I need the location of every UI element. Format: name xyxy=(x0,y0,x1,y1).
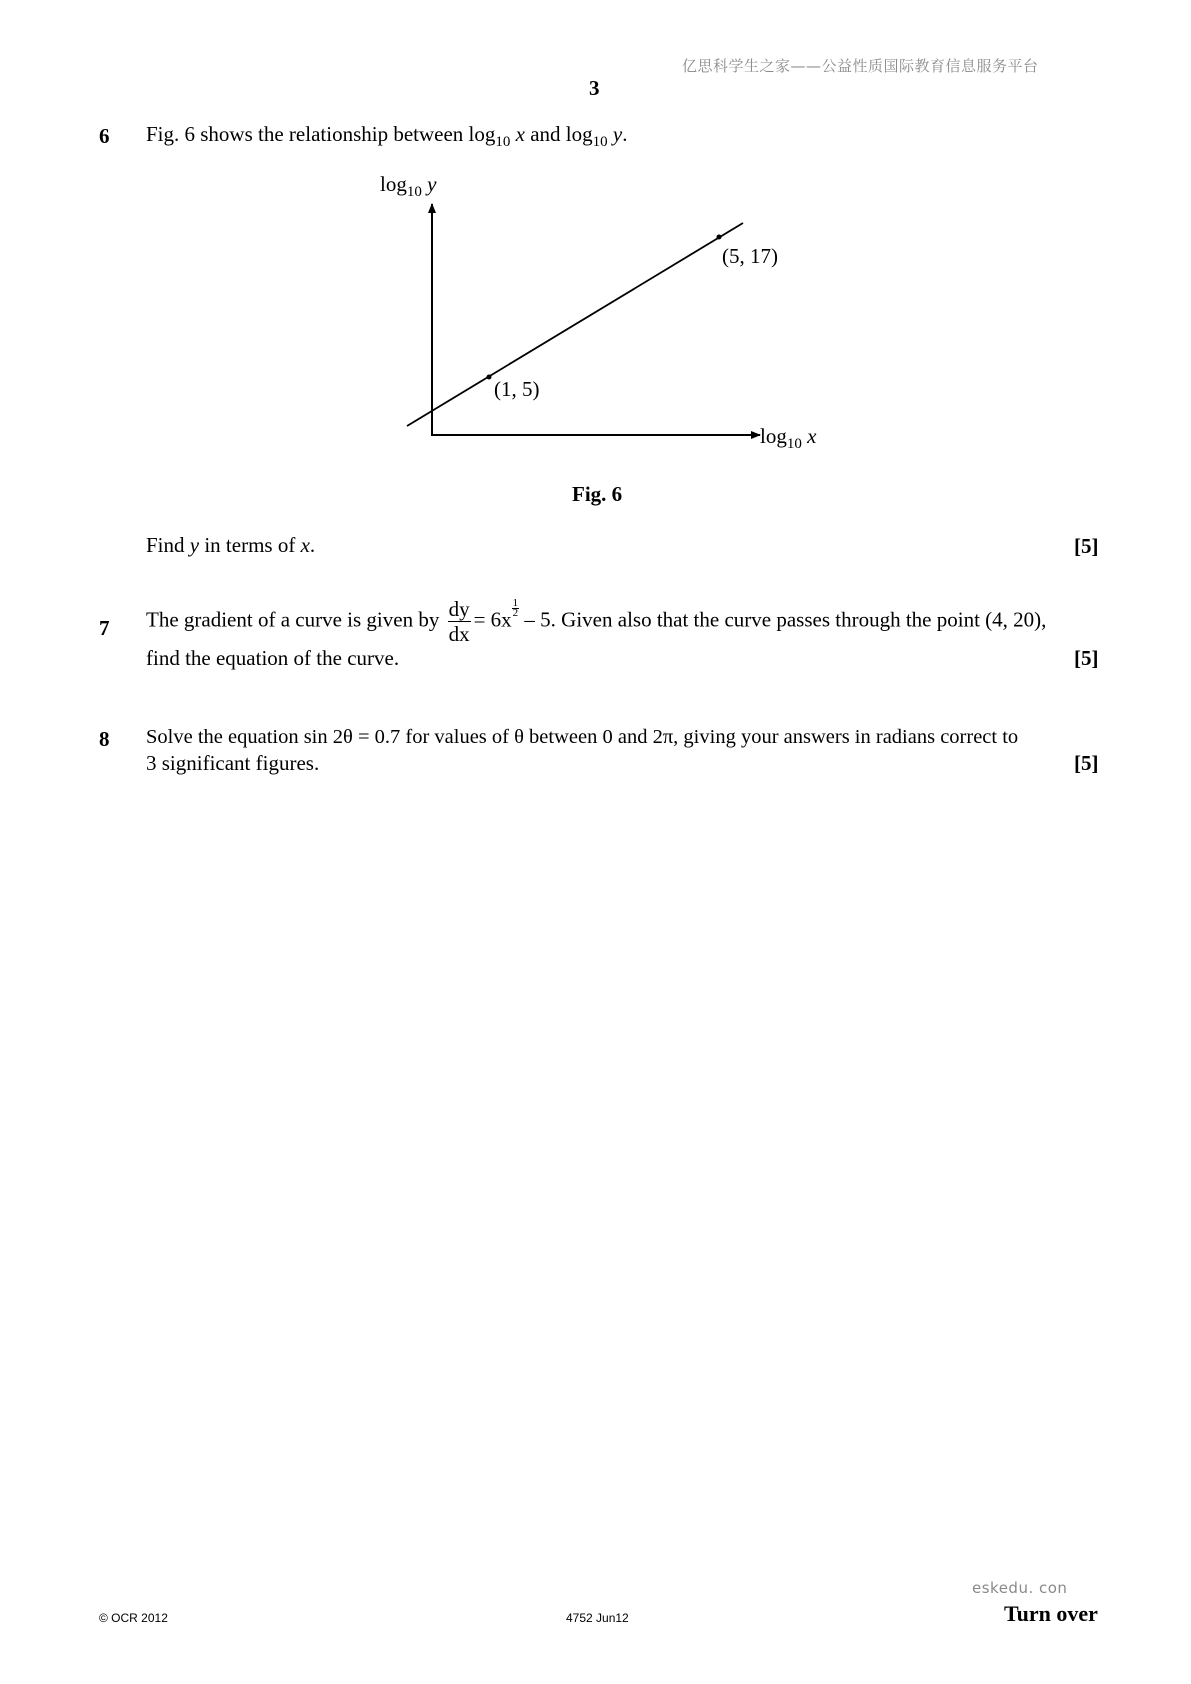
q7-text-before: The gradient of a curve is given by xyxy=(146,607,440,632)
copyright: © OCR 2012 xyxy=(99,1611,168,1625)
question-8-line-2: 3 significant figures. xyxy=(146,751,320,775)
point-a-marker xyxy=(487,375,492,380)
q6-intro-sub2: 10 xyxy=(592,134,608,150)
point-b-marker xyxy=(717,235,722,240)
question-6-marks: [5] xyxy=(1074,534,1099,558)
point-a-label: (1, 5) xyxy=(494,377,540,401)
q7-fraction-numerator: dy xyxy=(448,597,470,621)
q6-task-end: . xyxy=(309,533,316,557)
q6-intro-sub1: 10 xyxy=(495,134,511,150)
q6-intro-before: Fig. 6 shows the relationship between log xyxy=(146,122,496,146)
question-7-marks: [5] xyxy=(1074,646,1099,670)
y-axis-label xyxy=(380,172,437,200)
y-axis-label-var: y xyxy=(427,172,437,196)
question-6-task xyxy=(146,532,315,559)
q6-intro-var1: x xyxy=(515,122,525,146)
turn-over: Turn over xyxy=(1004,1601,1098,1626)
q6-intro-mid: and log xyxy=(524,122,593,146)
point-b-label: (5, 17) xyxy=(722,244,778,268)
q7-text-after: – 5. Given also that the curve passes through the point (4, 20), xyxy=(524,607,1047,632)
q7-fraction-denominator: dx xyxy=(448,622,470,646)
question-8-marks: [5] xyxy=(1074,751,1099,775)
question-8-line-1: Solve the equation sin 2θ = 0.7 for values of θ between 0 and 2π, giving your answers in radians correct to xyxy=(146,726,1019,748)
watermark-header: 亿思科学生之家——公益性质国际教育信息服务平台 xyxy=(682,57,1039,75)
page-number: 3 xyxy=(589,76,600,100)
figure-6-graph xyxy=(0,0,1191,520)
q7-exponent xyxy=(512,599,520,618)
q7-derivative-fraction xyxy=(448,597,471,646)
x-axis-label-var: x xyxy=(807,424,817,448)
q7-exponent-denominator: 2 xyxy=(512,607,519,620)
q7-exponent-numerator: 1 xyxy=(512,597,519,610)
q6-intro-var2: y xyxy=(612,122,623,146)
question-7-line-1 xyxy=(146,597,1046,646)
y-axis-label-log: log xyxy=(380,172,407,196)
q6-task-before: Find xyxy=(146,533,190,557)
figure-caption: Fig. 6 xyxy=(572,482,623,506)
x-axis-label-sub: 10 xyxy=(786,436,802,452)
q6-task-var1: y xyxy=(189,533,200,557)
graph-line xyxy=(407,223,743,426)
q6-task-mid: in terms of xyxy=(199,533,301,557)
question-8-number: 8 xyxy=(99,727,110,751)
question-7-line-2: find the equation of the curve. xyxy=(146,646,400,670)
paper-code: 4752 Jun12 xyxy=(566,1611,629,1625)
y-axis-label-sub: 10 xyxy=(406,184,422,200)
question-6-number: 6 xyxy=(99,124,110,148)
q6-task-var2: x xyxy=(300,533,310,557)
q7-equation: = 6x xyxy=(473,607,512,632)
x-axis-label-log: log xyxy=(760,424,787,448)
q6-intro-end: . xyxy=(622,122,628,146)
x-axis-label xyxy=(760,424,817,452)
question-7-number: 7 xyxy=(99,616,110,640)
watermark-footer: eskedu. con xyxy=(972,1579,1068,1597)
